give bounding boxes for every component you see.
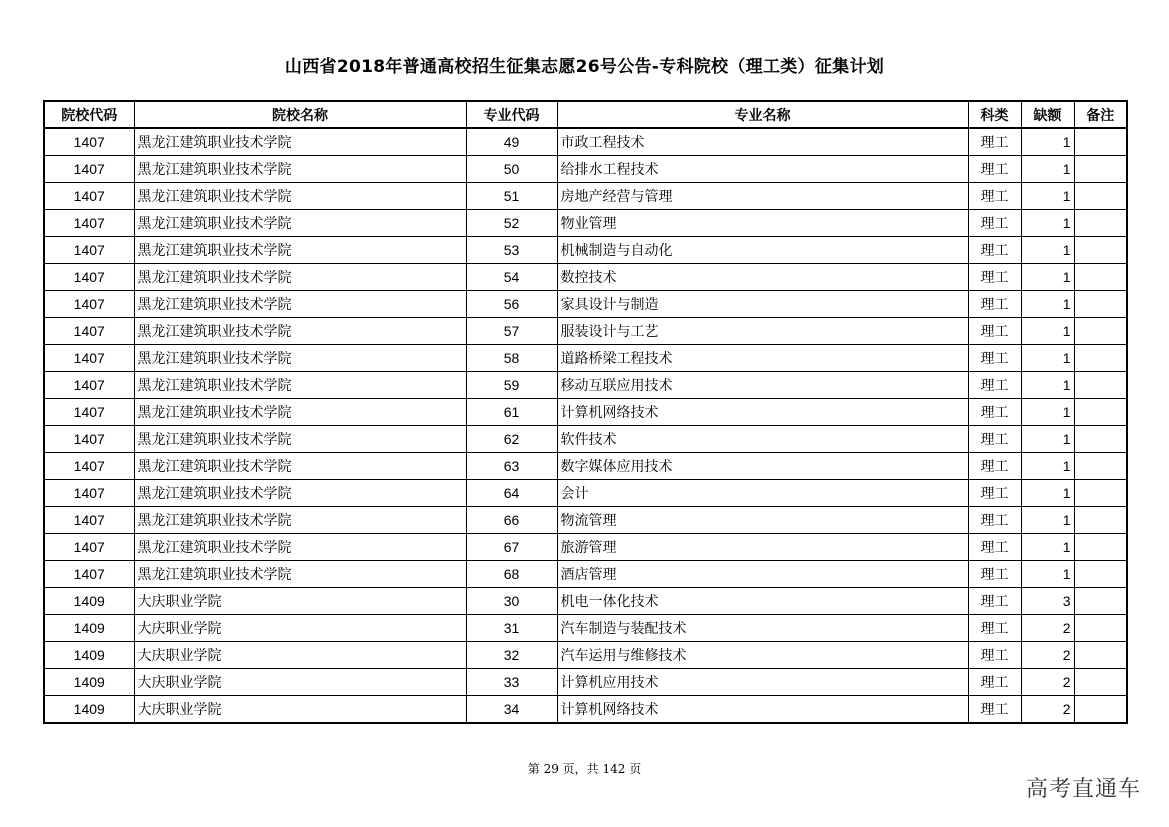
table-row [44, 210, 1127, 237]
table-row [44, 237, 1127, 264]
cell-major-name: 会计 [557, 480, 968, 507]
cell-major-code: 66 [466, 507, 557, 534]
cell-major-code: 68 [466, 561, 557, 588]
cell-major-code: 59 [466, 372, 557, 399]
cell-school-code: 1407 [44, 128, 134, 156]
cell-vacancy: 1 [1021, 318, 1074, 345]
table-row [44, 588, 1127, 615]
table-row [44, 642, 1127, 669]
cell-school-code: 1407 [44, 372, 134, 399]
cell-remark [1074, 561, 1127, 588]
table-row [44, 291, 1127, 318]
cell-vacancy: 1 [1021, 264, 1074, 291]
cell-category: 理工 [968, 264, 1021, 291]
cell-remark [1074, 128, 1127, 156]
table-row [44, 128, 1127, 156]
cell-category: 理工 [968, 128, 1021, 156]
cell-school-name: 黑龙江建筑职业技术学院 [134, 210, 466, 237]
cell-school-name: 黑龙江建筑职业技术学院 [134, 156, 466, 183]
cell-school-code: 1407 [44, 534, 134, 561]
table-row [44, 453, 1127, 480]
cell-vacancy: 1 [1021, 210, 1074, 237]
cell-school-name: 黑龙江建筑职业技术学院 [134, 264, 466, 291]
cell-school-code: 1409 [44, 669, 134, 696]
header-school-name: 院校名称 [134, 101, 466, 128]
cell-remark [1074, 588, 1127, 615]
cell-remark [1074, 399, 1127, 426]
cell-major-name: 机械制造与自动化 [557, 237, 968, 264]
cell-school-code: 1407 [44, 183, 134, 210]
cell-remark [1074, 183, 1127, 210]
header-major-name: 专业名称 [557, 101, 968, 128]
cell-vacancy: 1 [1021, 345, 1074, 372]
cell-major-code: 56 [466, 291, 557, 318]
cell-school-name: 大庆职业学院 [134, 696, 466, 724]
cell-major-name: 给排水工程技术 [557, 156, 968, 183]
cell-major-name: 酒店管理 [557, 561, 968, 588]
cell-remark [1074, 291, 1127, 318]
cell-category: 理工 [968, 372, 1021, 399]
cell-major-code: 53 [466, 237, 557, 264]
cell-remark [1074, 669, 1127, 696]
cell-school-code: 1407 [44, 480, 134, 507]
cell-school-name: 黑龙江建筑职业技术学院 [134, 426, 466, 453]
table-row [44, 669, 1127, 696]
cell-vacancy: 3 [1021, 588, 1074, 615]
cell-major-code: 31 [466, 615, 557, 642]
header-category: 科类 [968, 101, 1021, 128]
cell-school-code: 1407 [44, 291, 134, 318]
cell-school-name: 黑龙江建筑职业技术学院 [134, 453, 466, 480]
cell-vacancy: 2 [1021, 642, 1074, 669]
cell-major-code: 30 [466, 588, 557, 615]
cell-vacancy: 2 [1021, 669, 1074, 696]
cell-school-code: 1407 [44, 156, 134, 183]
cell-vacancy: 1 [1021, 426, 1074, 453]
cell-category: 理工 [968, 534, 1021, 561]
cell-school-name: 黑龙江建筑职业技术学院 [134, 372, 466, 399]
cell-remark [1074, 237, 1127, 264]
cell-remark [1074, 210, 1127, 237]
cell-major-name: 数控技术 [557, 264, 968, 291]
cell-category: 理工 [968, 588, 1021, 615]
cell-major-name: 机电一体化技术 [557, 588, 968, 615]
table-row [44, 561, 1127, 588]
cell-major-code: 50 [466, 156, 557, 183]
cell-school-name: 黑龙江建筑职业技术学院 [134, 561, 466, 588]
cell-major-name: 计算机网络技术 [557, 399, 968, 426]
cell-major-code: 58 [466, 345, 557, 372]
header-school-code: 院校代码 [44, 101, 134, 128]
cell-major-code: 33 [466, 669, 557, 696]
table-row [44, 156, 1127, 183]
cell-remark [1074, 345, 1127, 372]
cell-school-name: 黑龙江建筑职业技术学院 [134, 345, 466, 372]
cell-vacancy: 1 [1021, 480, 1074, 507]
cell-major-code: 64 [466, 480, 557, 507]
cell-major-name: 计算机应用技术 [557, 669, 968, 696]
cell-vacancy: 1 [1021, 372, 1074, 399]
cell-major-code: 32 [466, 642, 557, 669]
table-row [44, 534, 1127, 561]
cell-school-name: 大庆职业学院 [134, 669, 466, 696]
cell-remark [1074, 318, 1127, 345]
cell-major-name: 服装设计与工艺 [557, 318, 968, 345]
page-number-footer: 第 29 页，共 142 页 [527, 762, 642, 776]
cell-school-name: 黑龙江建筑职业技术学院 [134, 237, 466, 264]
cell-school-name: 大庆职业学院 [134, 588, 466, 615]
cell-vacancy: 1 [1021, 507, 1074, 534]
table-row [44, 318, 1127, 345]
cell-vacancy: 1 [1021, 156, 1074, 183]
cell-school-code: 1407 [44, 210, 134, 237]
cell-school-name: 黑龙江建筑职业技术学院 [134, 128, 466, 156]
header-remark: 备注 [1074, 101, 1127, 128]
cell-major-name: 物流管理 [557, 507, 968, 534]
cell-school-code: 1407 [44, 318, 134, 345]
cell-vacancy: 1 [1021, 561, 1074, 588]
cell-category: 理工 [968, 642, 1021, 669]
cell-remark [1074, 156, 1127, 183]
cell-remark [1074, 696, 1127, 724]
cell-category: 理工 [968, 561, 1021, 588]
cell-school-code: 1407 [44, 264, 134, 291]
cell-school-code: 1407 [44, 426, 134, 453]
cell-school-code: 1407 [44, 453, 134, 480]
cell-school-name: 黑龙江建筑职业技术学院 [134, 318, 466, 345]
page-title: 山西省2018年普通高校招生征集志愿26号公告-专科院校（理工类）征集计划 [284, 57, 885, 77]
cell-category: 理工 [968, 426, 1021, 453]
cell-school-name: 黑龙江建筑职业技术学院 [134, 291, 466, 318]
cell-school-name: 黑龙江建筑职业技术学院 [134, 507, 466, 534]
cell-remark [1074, 426, 1127, 453]
cell-category: 理工 [968, 318, 1021, 345]
cell-remark [1074, 372, 1127, 399]
cell-category: 理工 [968, 183, 1021, 210]
cell-remark [1074, 480, 1127, 507]
cell-category: 理工 [968, 237, 1021, 264]
watermark: 高考直通车 [1025, 777, 1141, 802]
cell-category: 理工 [968, 615, 1021, 642]
cell-category: 理工 [968, 399, 1021, 426]
cell-major-name: 旅游管理 [557, 534, 968, 561]
cell-category: 理工 [968, 291, 1021, 318]
cell-major-name: 汽车运用与维修技术 [557, 642, 968, 669]
cell-category: 理工 [968, 669, 1021, 696]
cell-category: 理工 [968, 210, 1021, 237]
cell-school-code: 1407 [44, 237, 134, 264]
cell-school-name: 大庆职业学院 [134, 615, 466, 642]
cell-school-code: 1409 [44, 696, 134, 724]
table-row [44, 264, 1127, 291]
cell-school-name: 黑龙江建筑职业技术学院 [134, 534, 466, 561]
cell-school-code: 1407 [44, 507, 134, 534]
cell-major-name: 道路桥梁工程技术 [557, 345, 968, 372]
cell-school-code: 1407 [44, 345, 134, 372]
cell-major-code: 54 [466, 264, 557, 291]
cell-major-code: 52 [466, 210, 557, 237]
cell-major-name: 房地产经营与管理 [557, 183, 968, 210]
cell-major-code: 62 [466, 426, 557, 453]
cell-vacancy: 1 [1021, 237, 1074, 264]
cell-category: 理工 [968, 156, 1021, 183]
cell-vacancy: 2 [1021, 615, 1074, 642]
cell-remark [1074, 615, 1127, 642]
cell-school-code: 1409 [44, 642, 134, 669]
table-row [44, 372, 1127, 399]
table-row [44, 345, 1127, 372]
cell-major-name: 市政工程技术 [557, 128, 968, 156]
enrollment-plan-table [43, 100, 1128, 724]
table-row [44, 399, 1127, 426]
cell-category: 理工 [968, 453, 1021, 480]
cell-major-name: 物业管理 [557, 210, 968, 237]
cell-major-name: 家具设计与制造 [557, 291, 968, 318]
table-row [44, 696, 1127, 724]
cell-vacancy: 2 [1021, 696, 1074, 724]
cell-major-code: 61 [466, 399, 557, 426]
cell-school-code: 1409 [44, 615, 134, 642]
cell-school-name: 大庆职业学院 [134, 642, 466, 669]
cell-vacancy: 1 [1021, 534, 1074, 561]
cell-major-code: 57 [466, 318, 557, 345]
cell-major-code: 51 [466, 183, 557, 210]
cell-vacancy: 1 [1021, 291, 1074, 318]
table-row [44, 507, 1127, 534]
cell-school-code: 1409 [44, 588, 134, 615]
cell-remark [1074, 507, 1127, 534]
cell-category: 理工 [968, 696, 1021, 724]
table-row [44, 183, 1127, 210]
header-major-code: 专业代码 [466, 101, 557, 128]
cell-remark [1074, 453, 1127, 480]
cell-vacancy: 1 [1021, 128, 1074, 156]
cell-major-name: 汽车制造与装配技术 [557, 615, 968, 642]
cell-major-code: 63 [466, 453, 557, 480]
cell-category: 理工 [968, 507, 1021, 534]
table-row [44, 426, 1127, 453]
cell-vacancy: 1 [1021, 453, 1074, 480]
cell-major-name: 移动互联应用技术 [557, 372, 968, 399]
cell-remark [1074, 264, 1127, 291]
cell-major-code: 67 [466, 534, 557, 561]
table-row [44, 615, 1127, 642]
cell-category: 理工 [968, 345, 1021, 372]
header-vacancy: 缺额 [1021, 101, 1074, 128]
cell-school-code: 1407 [44, 399, 134, 426]
cell-remark [1074, 534, 1127, 561]
table-header-row [44, 101, 1127, 128]
cell-remark [1074, 642, 1127, 669]
cell-category: 理工 [968, 480, 1021, 507]
table-row [44, 480, 1127, 507]
cell-major-code: 34 [466, 696, 557, 724]
cell-major-name: 数字媒体应用技术 [557, 453, 968, 480]
cell-school-code: 1407 [44, 561, 134, 588]
cell-major-code: 49 [466, 128, 557, 156]
cell-vacancy: 1 [1021, 183, 1074, 210]
cell-school-name: 黑龙江建筑职业技术学院 [134, 480, 466, 507]
cell-vacancy: 1 [1021, 399, 1074, 426]
cell-major-name: 软件技术 [557, 426, 968, 453]
cell-school-name: 黑龙江建筑职业技术学院 [134, 399, 466, 426]
cell-major-name: 计算机网络技术 [557, 696, 968, 724]
cell-school-name: 黑龙江建筑职业技术学院 [134, 183, 466, 210]
